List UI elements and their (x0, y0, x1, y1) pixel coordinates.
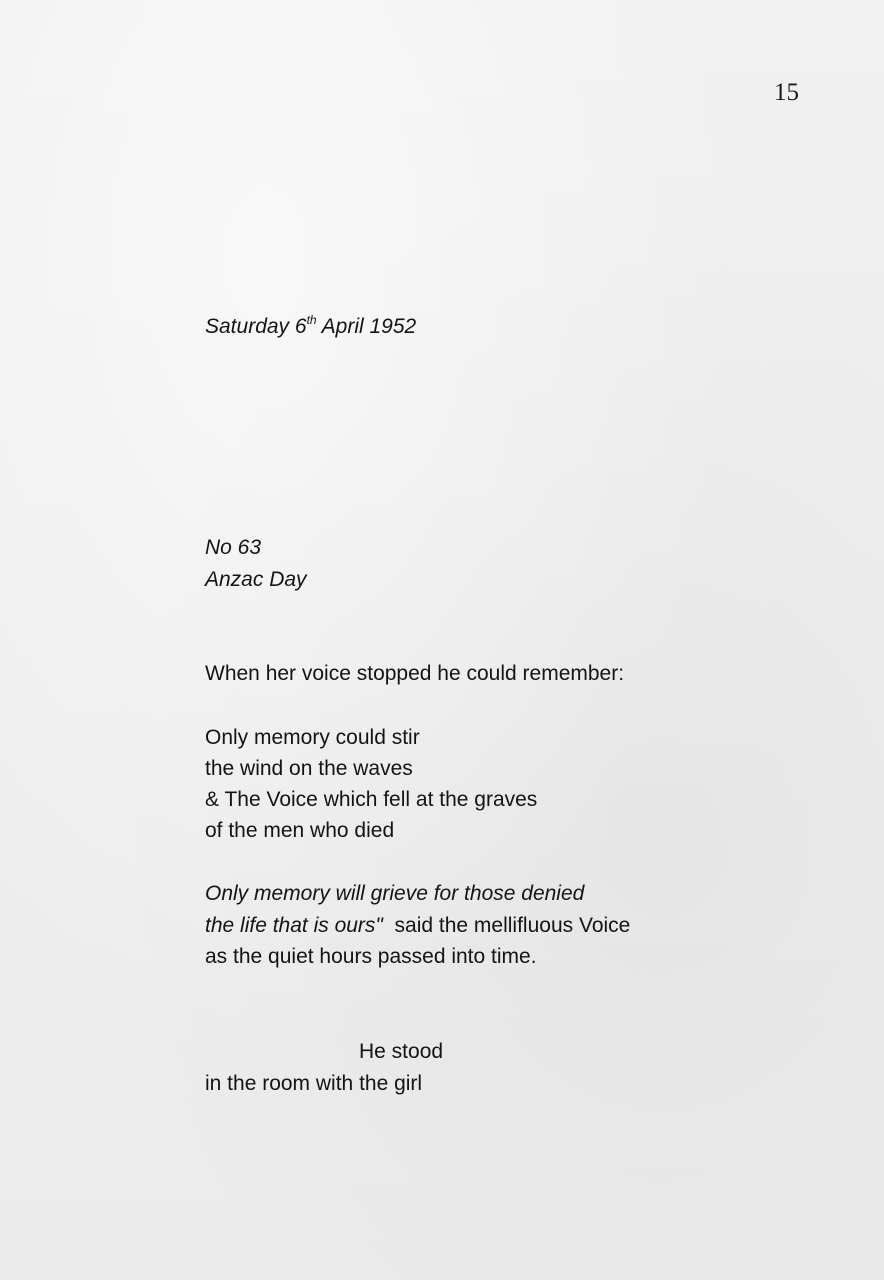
poem-line (205, 910, 630, 941)
poem-line-quote: the life that is ours" (205, 914, 383, 937)
poem-line: Only memory will grieve for those denied (205, 882, 585, 905)
poem-line: He stood (359, 1040, 444, 1063)
poem-line: in the room with the girl (205, 1072, 423, 1095)
entry-date-suffix: th (306, 313, 317, 327)
poem-intro-line: When her voice stopped he could remember: (205, 662, 625, 685)
poem-number: No 63 (205, 536, 262, 559)
poem-line: the wind on the waves (205, 757, 413, 780)
entry-date-weekday: Saturday 6 (205, 315, 307, 338)
poem-line: as the quiet hours passed into time. (205, 945, 537, 968)
entry-date-rest: April 1952 (316, 315, 417, 338)
entry-date (205, 311, 416, 342)
poem-line: & The Voice which fell at the graves (205, 788, 538, 811)
poem-line: of the men who died (205, 819, 395, 842)
poem-line-rest: said the mellifluous Voice (382, 914, 631, 937)
poem-line: Only memory could stir (205, 726, 420, 749)
page-number: 15 (774, 79, 799, 106)
poem-title: Anzac Day (205, 568, 307, 591)
